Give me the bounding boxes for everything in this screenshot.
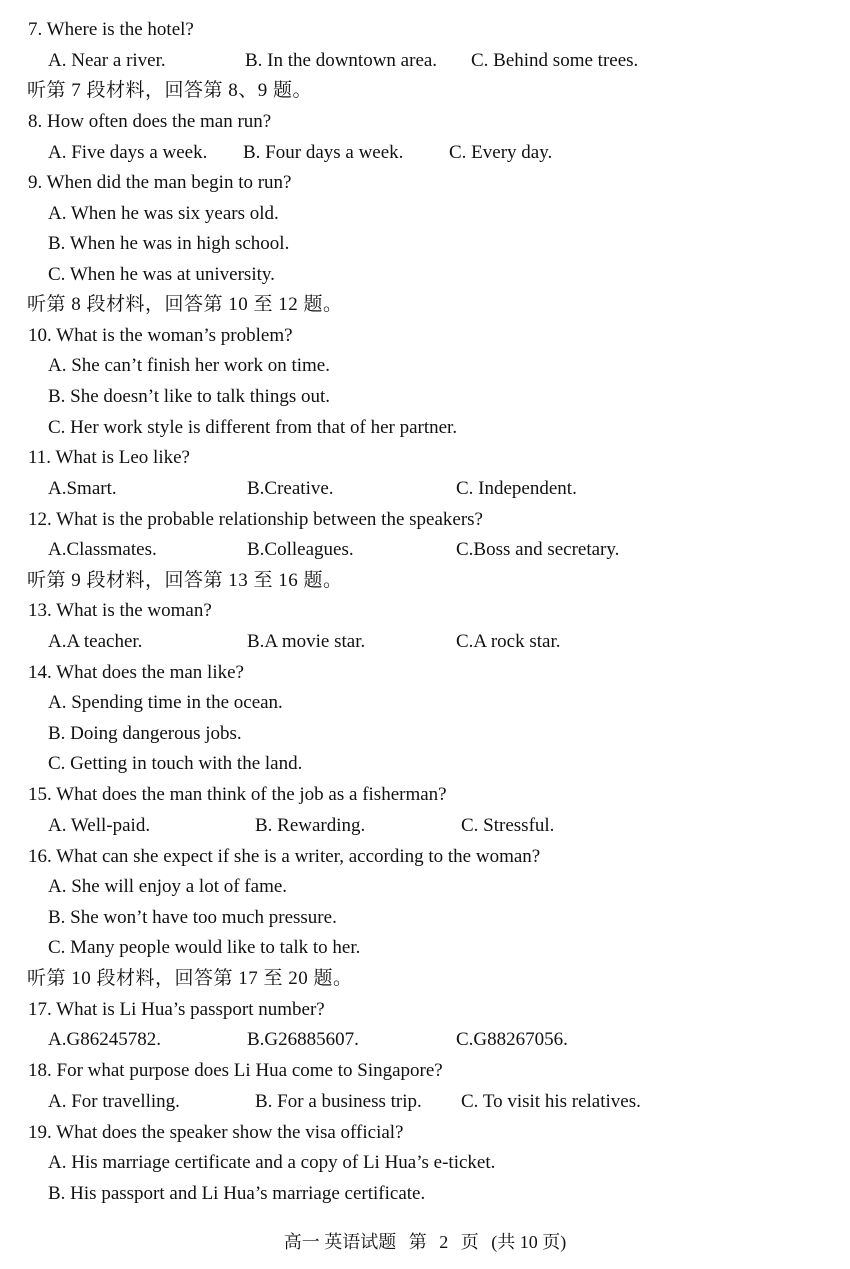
question-11-stem: 11. What is Leo like?: [28, 447, 190, 468]
section-9-instruction: 听第 9 段材料，回答第 13 至 16 题。: [27, 570, 343, 591]
q8-option-a: A. Five days a week.: [48, 142, 208, 163]
footer-title: 高一 英语试题: [283, 1232, 397, 1252]
footer-page-prefix: 第: [408, 1232, 427, 1252]
question-7-stem: 7. Where is the hotel?: [28, 19, 194, 40]
q16-option-b: B. She won’t have too much pressure.: [48, 907, 337, 928]
section-8-instruction: 听第 8 段材料，回答第 10 至 12 题。: [27, 294, 343, 315]
question-11-options: [48, 477, 828, 501]
footer-page-suffix: 页: [460, 1232, 479, 1252]
q16-option-c: C. Many people would like to talk to her.: [48, 937, 361, 958]
q9-option-b: B. When he was in high school.: [48, 233, 290, 254]
q15-option-c: C. Stressful.: [461, 815, 555, 836]
q19-option-a: A. His marriage certificate and a copy of Li Hua’s e-ticket.: [48, 1152, 496, 1173]
q14-option-a: A. Spending time in the ocean.: [48, 692, 283, 713]
q7-option-b: B. In the downtown area.: [245, 50, 438, 71]
q17-option-b: B.G26885607.: [247, 1029, 359, 1050]
question-18-stem: 18. For what purpose does Li Hua come to Singapore?: [28, 1060, 443, 1081]
q11-option-b: B.Creative.: [247, 478, 334, 499]
q13-option-a: A.A teacher.: [48, 631, 143, 652]
q9-option-a: A. When he was six years old.: [48, 203, 279, 224]
q9-option-c: C. When he was at university.: [48, 264, 275, 285]
question-19-stem: 19. What does the speaker show the visa official?: [28, 1122, 404, 1143]
question-15-options: [48, 814, 828, 838]
q13-option-c: C.A rock star.: [456, 631, 561, 652]
question-14-stem: 14. What does the man like?: [28, 662, 244, 683]
question-18-options: [48, 1090, 828, 1114]
question-13-stem: 13. What is the woman?: [28, 600, 212, 621]
q7-option-a: A. Near a river.: [48, 50, 166, 71]
footer-total-pages: (共 10 页): [491, 1232, 567, 1252]
q8-option-c: C. Every day.: [449, 142, 553, 163]
q18-option-b: B. For a business trip.: [255, 1091, 422, 1112]
q12-option-b: B.Colleagues.: [247, 539, 354, 560]
footer-page-number: 2: [439, 1232, 449, 1252]
q15-option-a: A. Well-paid.: [48, 815, 151, 836]
question-17-options: [48, 1028, 828, 1052]
question-8-options: [48, 141, 828, 165]
question-16-stem: 16. What can she expect if she is a writer, according to the woman?: [28, 846, 541, 867]
q16-option-a: A. She will enjoy a lot of fame.: [48, 876, 288, 897]
q13-option-b: B.A movie star.: [247, 631, 366, 652]
q11-option-a: A.Smart.: [48, 478, 117, 499]
q17-option-a: A.G86245782.: [48, 1029, 161, 1050]
q10-option-b: B. She doesn’t like to talk things out.: [48, 386, 331, 407]
q8-option-b: B. Four days a week.: [243, 142, 404, 163]
section-7-instruction: 听第 7 段材料，回答第 8、9 题。: [27, 80, 313, 101]
question-8-stem: 8. How often does the man run?: [28, 111, 272, 132]
q10-option-c: C. Her work style is different from that of her partner.: [48, 417, 458, 438]
q14-option-b: B. Doing dangerous jobs.: [48, 723, 242, 744]
question-17-stem: 17. What is Li Hua’s passport number?: [28, 999, 325, 1020]
q18-option-c: C. To visit his relatives.: [461, 1091, 641, 1112]
page-footer: [0, 1230, 850, 1254]
q15-option-b: B. Rewarding.: [255, 815, 366, 836]
q14-option-c: C. Getting in touch with the land.: [48, 753, 303, 774]
q12-option-c: C.Boss and secretary.: [456, 539, 620, 560]
question-15-stem: 15. What does the man think of the job as a fisherman?: [28, 784, 447, 805]
question-7-options: [48, 49, 828, 73]
q7-option-c: C. Behind some trees.: [471, 50, 639, 71]
question-12-stem: 12. What is the probable relationship between the speakers?: [28, 509, 483, 530]
question-12-options: [48, 538, 828, 562]
question-13-options: [48, 630, 828, 654]
question-10-stem: 10. What is the woman’s problem?: [28, 325, 293, 346]
q11-option-c: C. Independent.: [456, 478, 577, 499]
section-10-instruction: 听第 10 段材料，回答第 17 至 20 题。: [27, 968, 353, 989]
q17-option-c: C.G88267056.: [456, 1029, 568, 1050]
q19-option-b: B. His passport and Li Hua’s marriage certificate.: [48, 1183, 426, 1204]
question-9-stem: 9. When did the man begin to run?: [28, 172, 292, 193]
q18-option-a: A. For travelling.: [48, 1091, 180, 1112]
q12-option-a: A.Classmates.: [48, 539, 157, 560]
q10-option-a: A. She can’t finish her work on time.: [48, 355, 330, 376]
